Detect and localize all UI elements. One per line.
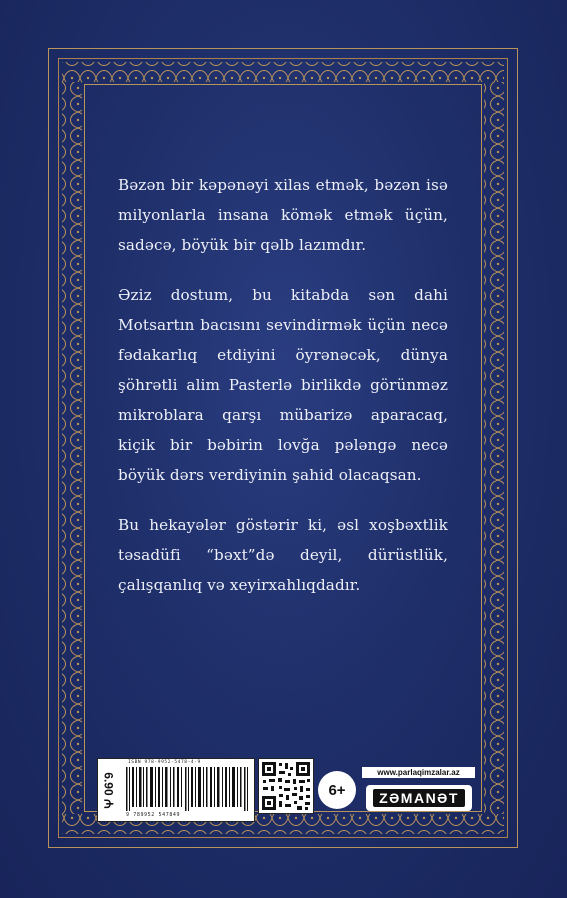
blurb-text: [118, 170, 448, 620]
blurb-paragraph-2: Əziz dostum, bu kitabda sən dahi Motsartın bacısını sevindirmək üçün necə fədakarlıq etdiyini öyrənəcək, dünya şöhrətli alim Pasterlə birlikdə görünməz mikroblara qarşı mübarizə aparacaq, kiçik bir bəbirin lovğa pələngə necə böyük dərs verdiyinin şahid olacaqsan.: [118, 286, 448, 484]
publisher-name: ZƏMANƏT: [373, 789, 465, 807]
barcode-digits: 9 789952 547849: [126, 812, 181, 818]
qr-code-icon: [258, 758, 314, 814]
website-url[interactable]: www.parlaqimzalar.az: [362, 767, 475, 778]
blurb-paragraph-1: Bəzən bir kəpənəyi xilas etmək, bəzən isə milyonlarla insana kömək etmək üçün, sadəcə, böyük bir qəlb lazımdır.: [118, 176, 448, 254]
blurb-paragraph-3: Bu hekayələr göstərir ki, əsl xoşbəxtlik təsadüfi “bəxt”də deyil, dürüstlük, çalışqanlıq və xeyirxahlıqdadır.: [118, 516, 448, 594]
isbn-text: ISBN 978-9952-5478-4-9: [128, 760, 201, 765]
barcode-panel: [97, 758, 255, 822]
price-label: 6.90 ₼: [101, 771, 116, 809]
barcode-icon: [126, 767, 250, 811]
age-rating-badge: 6+: [318, 771, 356, 809]
publisher-logo: [366, 785, 472, 811]
